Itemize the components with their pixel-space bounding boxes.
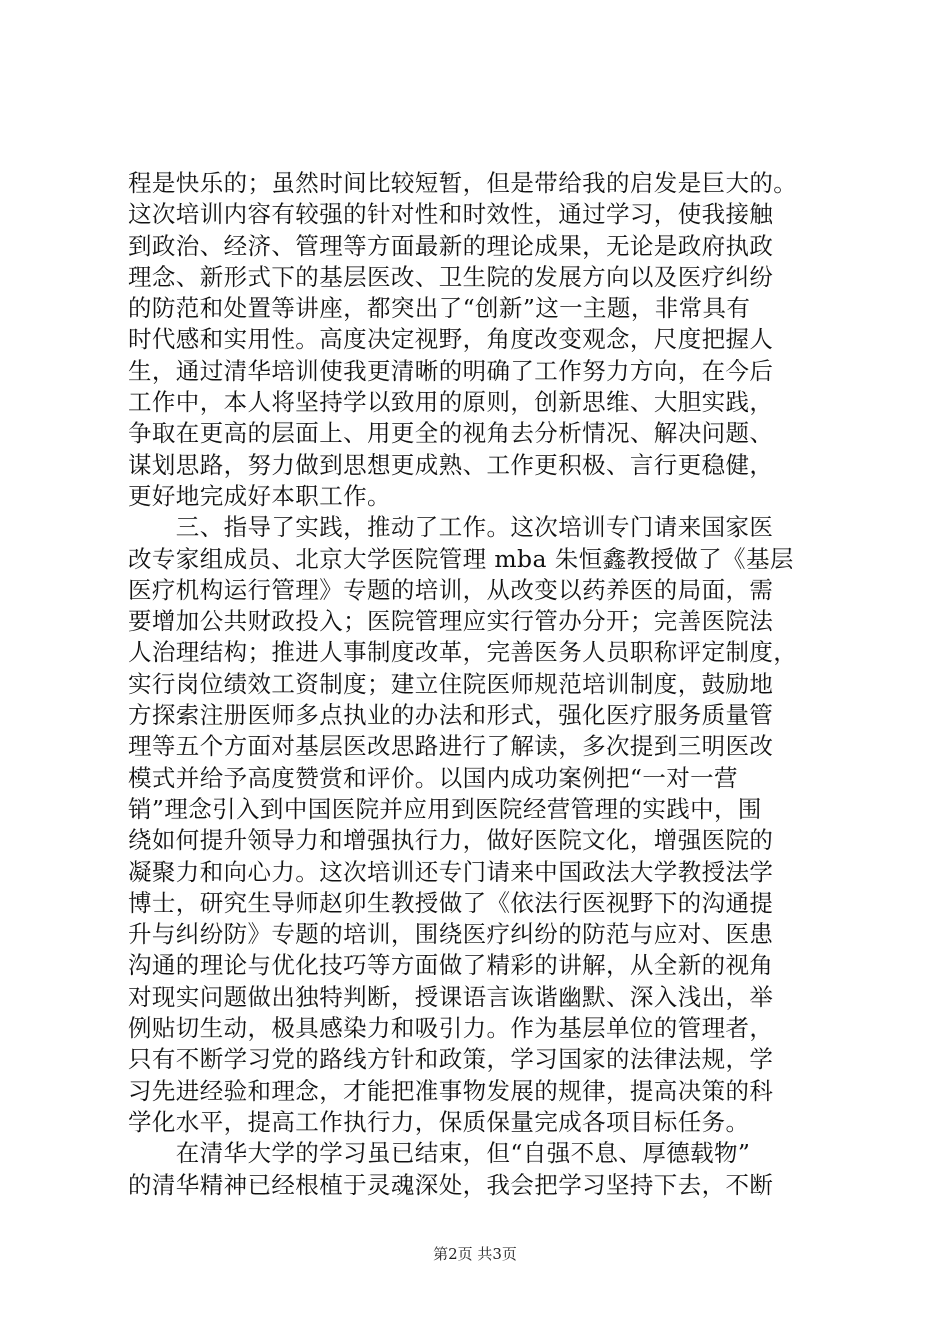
text-line: 要增加公共财政投入；医院管理应实行管办分开；完善医院法 <box>128 607 774 636</box>
text-line: 实行岗位绩效工资制度；建立住院医师规范培训制度，鼓励地 <box>128 669 774 698</box>
text-line: 绕如何提升领导力和增强执行力，做好医院文化，增强医院的 <box>128 826 774 855</box>
text-line: 生，通过清华培训使我更清晰的明确了工作努力方向，在今后 <box>128 356 774 385</box>
text-line: 博士，研究生导师赵卯生教授做了《依法行医视野下的沟通提 <box>128 888 774 917</box>
text-line: 升与纠纷防》专题的培训，围绕医疗纠纷的防范与应对、医患 <box>128 920 774 949</box>
text-line: 改专家组成员、北京大学医院管理 mba 朱恒鑫教授做了《基层 <box>128 544 794 573</box>
text-line: 习先进经验和理念，才能把准事物发展的规律，提高决策的科 <box>128 1076 774 1105</box>
text-line: 学化水平，提高工作执行力，保质保量完成各项目标任务。 <box>128 1107 750 1136</box>
text-line: 医疗机构运行管理》专题的培训，从改变以药养医的局面，需 <box>128 575 774 604</box>
text-line: 程是快乐的；虽然时间比较短暂，但是带给我的启发是巨大的。 <box>128 169 798 197</box>
text-line: 的清华精神已经根植于灵魂深处，我会把学习坚持下去，不断 <box>128 1170 774 1199</box>
text-line: 凝聚力和向心力。这次培训还专门请来中国政法大学教授法学 <box>128 857 774 886</box>
text-line: 更好地完成好本职工作。 <box>128 481 391 510</box>
text-line: 三、指导了实践，推动了工作。这次培训专门请来国家医 <box>128 513 774 542</box>
text-line: 工作中，本人将坚持学以致用的原则，创新思维、大胆实践， <box>128 388 774 417</box>
text-line: 这次培训内容有较强的针对性和时效性，通过学习，使我接触 <box>128 200 774 229</box>
text-line: 方探索注册医师多点执业的办法和形式，强化医疗服务质量管 <box>128 701 774 730</box>
text-line: 沟通的理论与优化技巧等方面做了精彩的讲解，从全新的视角 <box>128 951 774 980</box>
text-line: 谋划思路，努力做到思想更成熟、工作更积极、言行更稳健， <box>128 450 774 479</box>
text-line: 只有不断学习党的路线方针和政策，学习国家的法律法规，学 <box>128 1045 774 1074</box>
text-line: 人治理结构；推进人事制度改革，完善医务人员职称评定制度， <box>128 638 798 667</box>
text-line: 在清华大学的学习虽已结束，但“自强不息、厚德载物” <box>128 1139 751 1168</box>
text-line: 争取在更高的层面上、用更全的视角去分析情况、解决问题、 <box>128 419 774 448</box>
body-text <box>128 168 828 1201</box>
text-line: 的防范和处置等讲座，都突出了“创新”这一主题，非常具有 <box>128 294 751 323</box>
text-line: 时代感和实用性。高度决定视野，角度改变观念，尺度把握人 <box>128 325 774 354</box>
text-line: 理念、新形式下的基层医改、卫生院的发展方向以及医疗纠纷 <box>128 262 774 291</box>
text-line: 对现实问题做出独特判断，授课语言诙谐幽默、深入浅出，举 <box>128 982 774 1011</box>
text-line: 到政治、经济、管理等方面最新的理论成果，无论是政府执政 <box>128 231 774 260</box>
text-line: 例贴切生动，极具感染力和吸引力。作为基层单位的管理者， <box>128 1014 774 1043</box>
text-line: 销”理念引入到中国医院并应用到医院经营管理的实践中，围 <box>128 794 762 823</box>
page-footer: 第2页 共3页 <box>433 1245 517 1263</box>
text-line: 模式并给予高度赞赏和评价。以国内成功案例把“一对一营 <box>128 763 738 792</box>
text-line: 理等五个方面对基层医改思路进行了解读，多次提到三明医改 <box>128 732 774 761</box>
